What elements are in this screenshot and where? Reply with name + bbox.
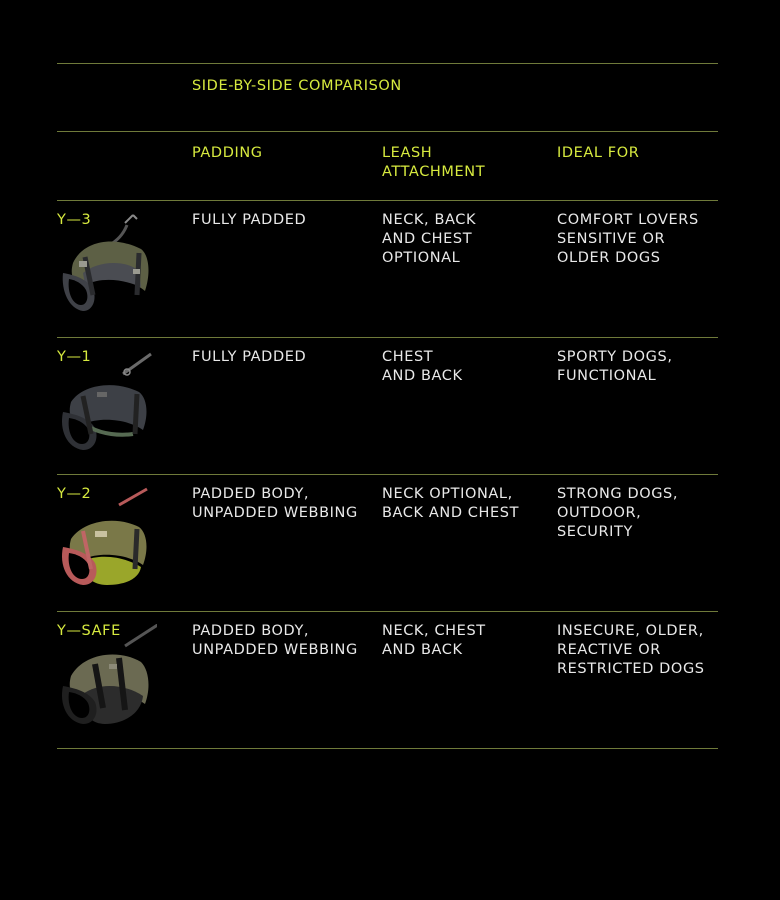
leash-attachment-value: NECK, BACK AND CHEST OPTIONAL [382, 212, 477, 266]
title-row [57, 64, 718, 131]
column-header-padding: PADDING [192, 145, 263, 161]
leash-attachment-value: NECK OPTIONAL, BACK AND CHEST [382, 486, 520, 521]
leash-attachment-value: CHEST AND BACK [382, 349, 463, 384]
padding-value: PADDED BODY, UNPADDED WEBBING [192, 486, 358, 521]
column-header-ideal-for: IDEAL FOR [557, 145, 640, 161]
table-row [57, 612, 718, 748]
olive-black-harness-image [53, 624, 157, 732]
table-row [57, 475, 718, 611]
ideal-for-value: STRONG DOGS, OUTDOOR, SECURITY [557, 486, 679, 540]
column-header-leash-attachment: LEASH ATTACHMENT [382, 145, 486, 180]
ideal-for-value: COMFORT LOVERS SENSITIVE OR OLDER DOGS [557, 212, 699, 266]
leash-attachment-value: NECK, CHEST AND BACK [382, 623, 486, 658]
ideal-for-value: INSECURE, OLDER, REACTIVE OR RESTRICTED DOGS [557, 623, 705, 677]
column-header-row [57, 132, 718, 200]
ideal-for-value: SPORTY DOGS, FUNCTIONAL [557, 349, 673, 384]
lime-red-harness-image [53, 487, 157, 595]
table-row [57, 338, 718, 474]
padding-value: PADDED BODY, UNPADDED WEBBING [192, 623, 358, 658]
divider [57, 748, 718, 749]
comparison-table [57, 63, 718, 749]
model-name: Y—2 [57, 486, 92, 502]
model-name: Y—1 [57, 349, 92, 365]
model-name: Y—SAFE [57, 623, 121, 639]
padding-value: FULLY PADDED [192, 349, 307, 365]
table-row [57, 201, 718, 337]
padding-value: FULLY PADDED [192, 212, 307, 228]
table-title: SIDE-BY-SIDE COMPARISON [192, 78, 402, 94]
dark-grey-harness-image [53, 350, 157, 458]
model-name: Y—3 [57, 212, 92, 228]
olive-grey-harness-image [53, 213, 157, 321]
